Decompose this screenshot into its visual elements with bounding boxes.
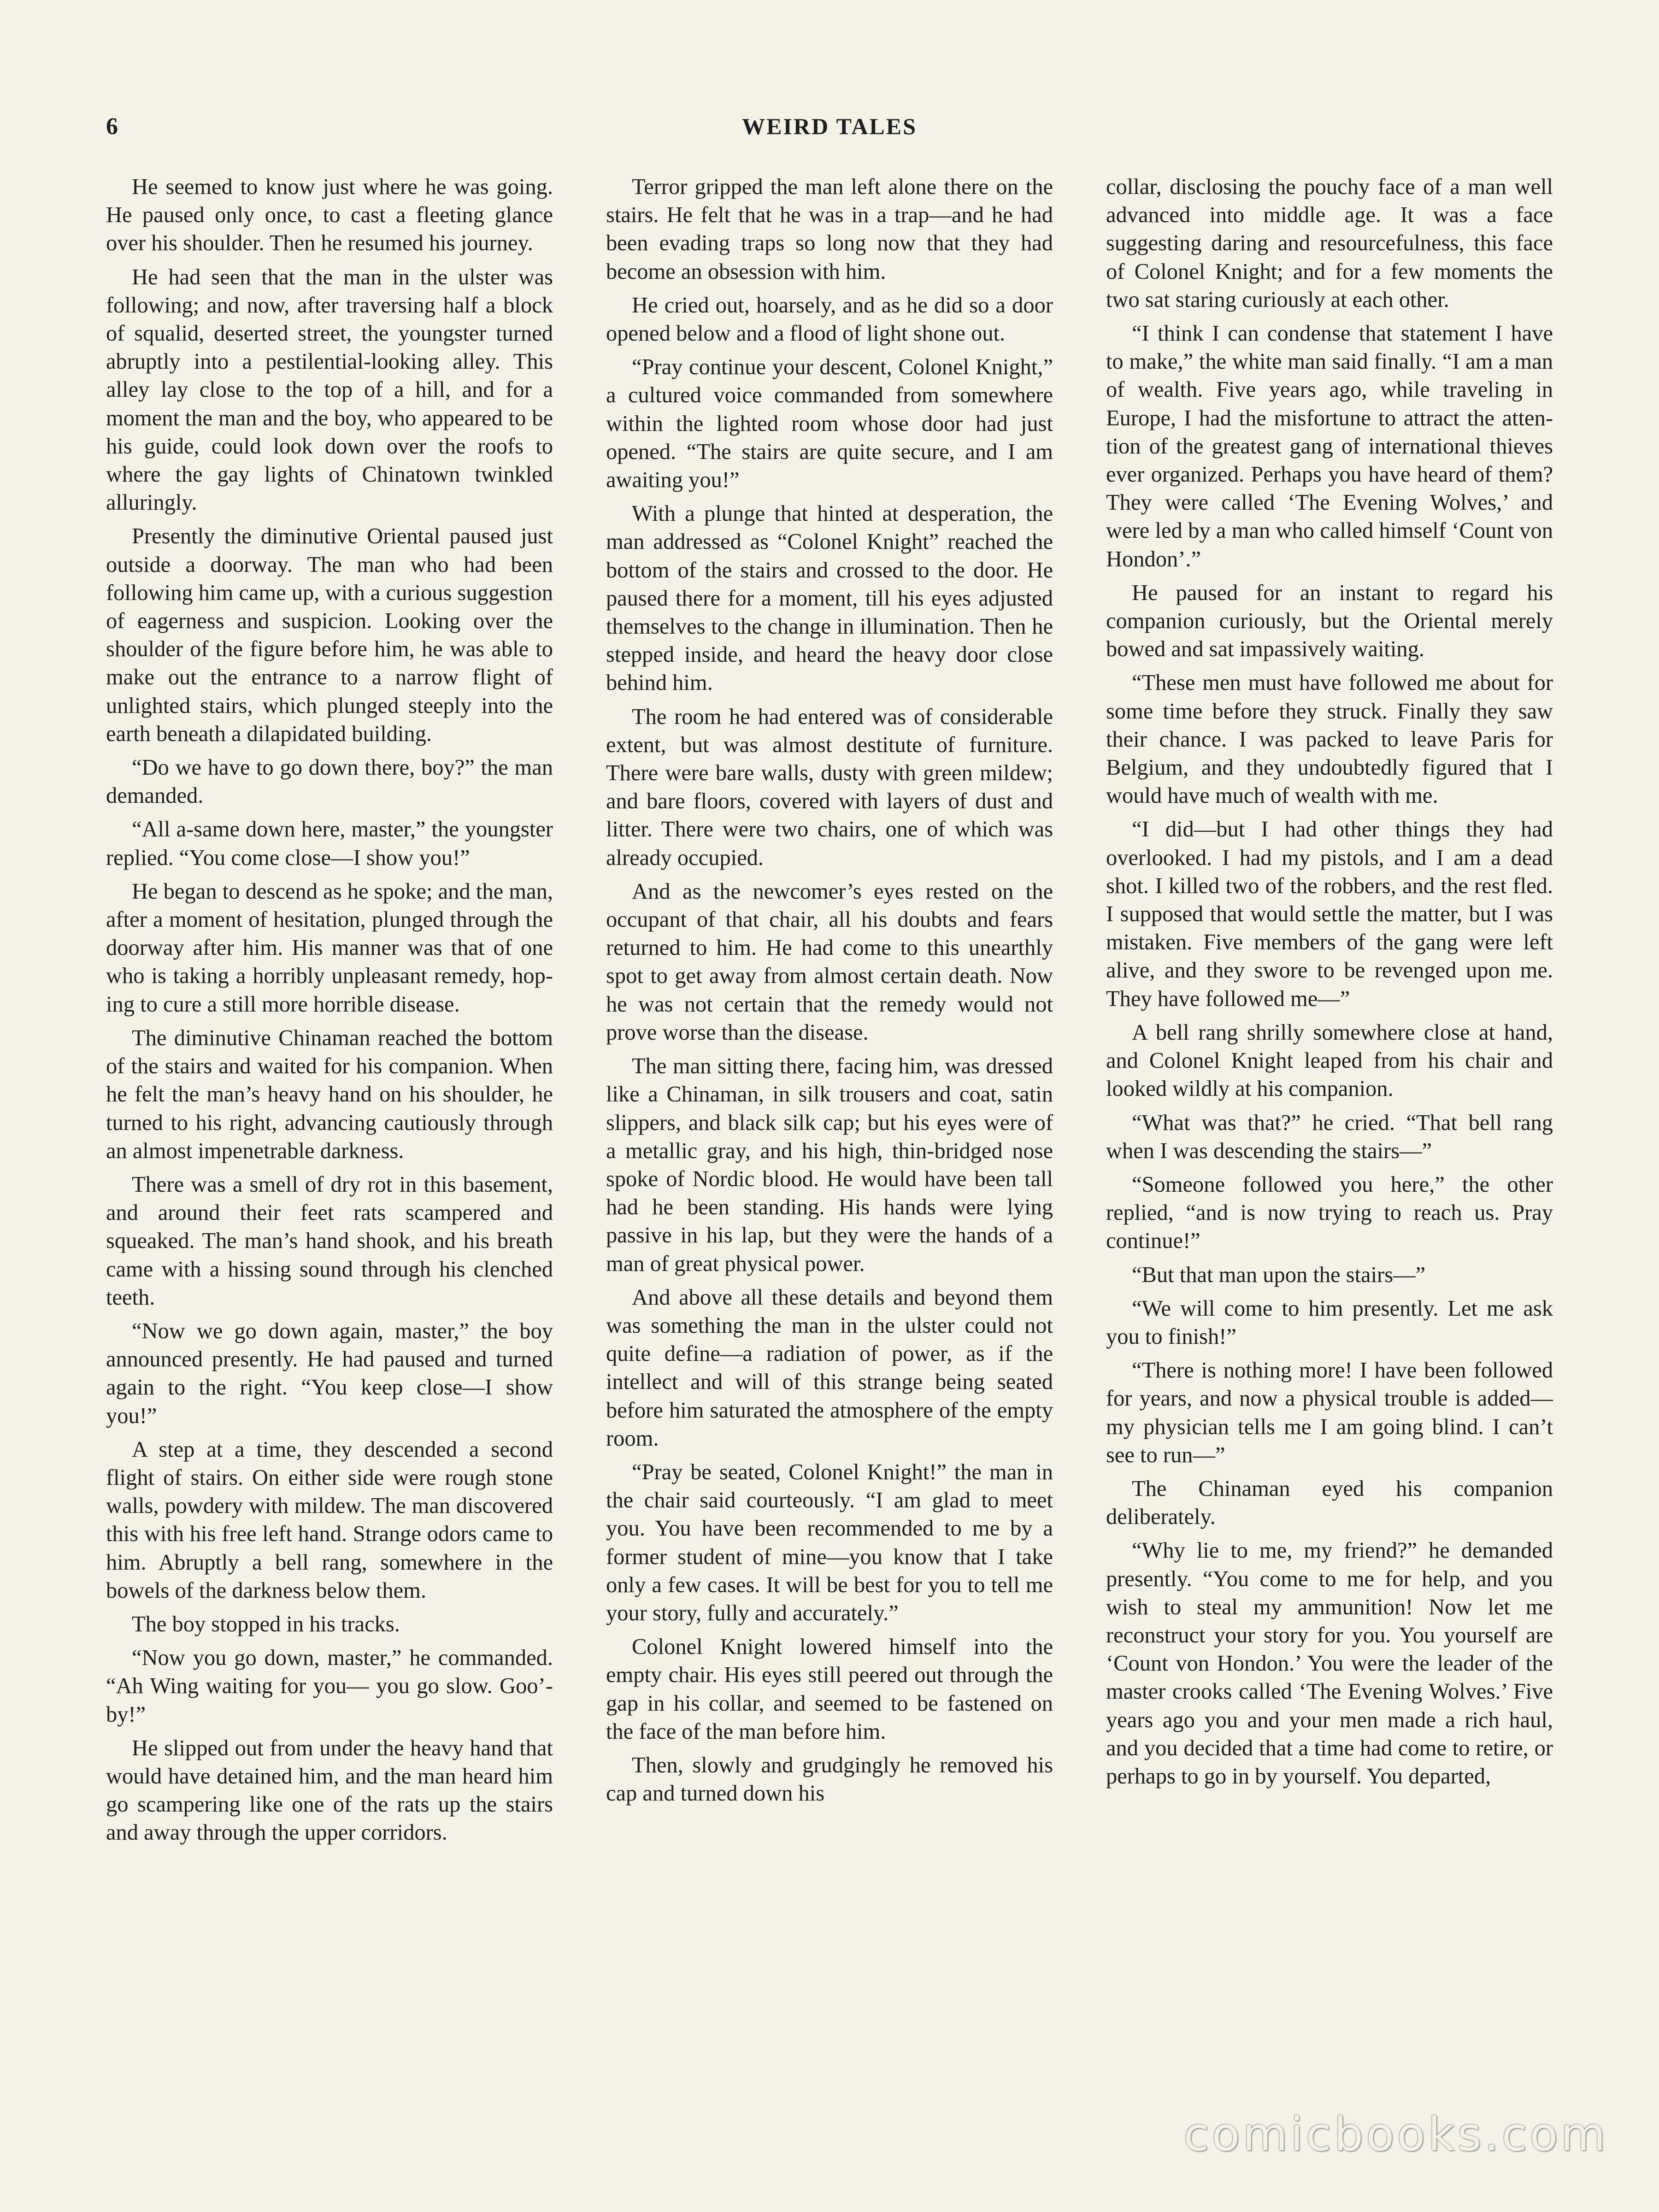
- text-column-left: [106, 173, 553, 2025]
- paragraph: “We will come to him presently. Let me ask you to finish!”: [1106, 1296, 1553, 1349]
- text-column-right: [1106, 173, 1553, 2025]
- paragraph: The Chinaman eyed his companion deliberately.: [1106, 1476, 1553, 1530]
- paragraph: And as the newcomer’s eyes rested on the occupant of that chair, all his doubts and fears returned to him. He had come to this unearthly spot to get away from almost certain death. Now he was not certain that the remedy would not prove worse than the disease.: [606, 879, 1053, 1045]
- paragraph: With a plunge that hinted at desperation, the man addressed as “Colonel Knight” reached the bottom of the stairs and crossed to the door. He paused there for a moment, till his eyes adjusted themselves to the change in illumination. Then he stepped inside, and heard the heavy door close behind him.: [606, 501, 1053, 695]
- page-header: [106, 113, 1553, 154]
- paragraph: “All a-same down here, master,” the youngster replied. “You come close—I show you!”: [106, 817, 553, 870]
- watermark: comicbooks.com: [1183, 2107, 1608, 2161]
- paragraph: The diminutive Chinaman reached the bottom of the stairs and waited for his companion. When he felt the man’s heavy hand on his shoulder, he turned to his right, advancing cautiously through an almost impenetrable darkness.: [106, 1025, 553, 1163]
- paragraph: “I did—but I had other things they had overlooked. I had my pistols, and I am a dead shot. I killed two of the robbers, and the rest fled. I supposed that would settle the matter, but I was mistaken. Five members of the gang were left alive, and they swore to be revenged upon me. They have followed me—”: [1106, 817, 1553, 1011]
- paragraph: He seemed to know just where he was going. He paused only once, to cast a fleeting glance over his shoulder. Then he resumed his journey.: [106, 175, 553, 256]
- paragraph: Then, slowly and grudgingly he removed his cap and turned down his: [606, 1753, 1053, 1806]
- paragraph: “I think I can condense that statement I have to make,” the white man said finally. “I am a man of wealth. Five years ago, while traveling in Europe, I had the misfortune to attract the attention of the greatest gang of international thieves ever organized. Perhaps you have heard of them? They were called ‘The Evening Wolves,’ and were led by a man who called himself ‘Count von Hondon’.”: [1106, 321, 1553, 571]
- paragraph: Presently the diminutive Oriental paused just outside a doorway. The man who had been following him came up, with a curious suggestion of eagerness and suspicion. Looking over the shoulder of the figure before him, he was able to make out the entrance to a narrow flight of unlighted stairs, which plunged steeply into the earth beneath a dilapidated building.: [106, 524, 553, 746]
- paragraph: “What was that?” he cried. “That bell rang when I was descending the stairs—”: [1106, 1110, 1553, 1163]
- paragraph: There was a smell of dry rot in this basement, and around their feet rats scampered and squeaked. The man’s hand shook, and his breath came with a hissing sound through his clenched teeth.: [106, 1172, 553, 1310]
- paragraph: A bell rang shrilly somewhere close at hand, and Colonel Knight leaped from his chair and looked wildly at his companion.: [1106, 1020, 1553, 1101]
- paragraph: “Now you go down, master,” he commanded. “Ah Wing waiting for you— you go slow. Goo’-by!”: [106, 1646, 553, 1727]
- paragraph: He paused for an instant to regard his companion curiously, but the Oriental merely bowed and sat impassively waiting.: [1106, 580, 1553, 662]
- paragraph: A step at a time, they descended a second flight of stairs. On either side were rough stone walls, powdery with mildew. The man discovered this with his free left hand. Strange odors came to him. Abruptly a bell rang, somewhere in the bowels of the darkness below them.: [106, 1437, 553, 1603]
- paragraph: And above all these details and beyond them was something the man in the ulster could not quite define—a radiation of power, as if the intellect and will of this strange being seated before him saturated the atmosphere of the empty room.: [606, 1285, 1053, 1451]
- paragraph: “Do we have to go down there, boy?” the man demanded.: [106, 755, 553, 808]
- paragraph: collar, disclosing the pouchy face of a man well advanced into middle age. It was a face suggesting daring and resourcefulness, this face of Colonel Knight; and for a few moments the two sat staring curiously at each other.: [1106, 175, 1553, 312]
- paragraph: The room he had entered was of considerable extent, but was almost destitute of furniture. There were bare walls, dusty with green mildew; and bare floors, covered with layers of dust and litter. There were two chairs, one of which was already occupied.: [606, 704, 1053, 870]
- paragraph: He had seen that the man in the ulster was following; and now, after traversing half a block of squalid, deserted street, the youngster turned abruptly into a pestilential-looking alley. This alley lay close to the top of a hill, and for a moment the man and the boy, who appeared to be his guide, could look down over the roofs to where the gay lights of Chinatown twinkled alluringly.: [106, 265, 553, 515]
- paragraph: “Someone followed you here,” the other replied, “and is now trying to reach us. Pray continue!”: [1106, 1172, 1553, 1253]
- paragraph: “There is nothing more! I have been followed for years, and now a physical trouble is added—my physician tells me I am going blind. I can’t see to run—”: [1106, 1358, 1553, 1467]
- paragraph: “Now we go down again, master,” the boy announced presently. He had paused and turned again to the right. “You keep close—I show you!”: [106, 1318, 553, 1428]
- paragraph: He slipped out from under the heavy hand that would have detained him, and the man heard him go scampering like one of the rats up the stairs and away through the upper corridors.: [106, 1735, 553, 1845]
- paragraph: He cried out, hoarsely, and as he did so a door opened below and a flood of light shone out.: [606, 293, 1053, 346]
- paragraph: “But that man upon the stairs—”: [1132, 1262, 1426, 1287]
- paragraph: “Pray be seated, Colonel Knight!” the man in the chair said courteously. “I am glad to meet you. You have been recommended to me by a former student of mine—you know that I take only a few cases. It will be best for you to tell me your story, fully and accurately.”: [606, 1459, 1053, 1625]
- text-column-middle: [606, 173, 1053, 2025]
- paragraph: Colonel Knight lowered himself into the empty chair. His eyes still peered out through the gap in his collar, and seemed to be fastened on the face of the man before him.: [606, 1635, 1053, 1744]
- paragraph: The man sitting there, facing him, was dressed like a Chinaman, in silk trousers and coat, satin slippers, and black silk cap; but his eyes were of a metallic gray, and his high, thin-bridged nose spoke of Nordic blood. He would have been tall had he been standing. His hands were lying passive in his lap, but they were the hands of a man of great physical power.: [606, 1054, 1053, 1276]
- paragraph: He began to descend as he spoke; and the man, after a moment of hesitation, plunged through the doorway after him. His manner was that of one who is taking a horribly unpleasant remedy, hoping to cure a still more horrible disease.: [106, 879, 553, 1017]
- paragraph: “These men must have followed me about for some time before they struck. Finally they saw their chance. I was packed to leave Paris for Belgium, and they undoubtedly figured that I would have much of wealth with me.: [1106, 671, 1553, 808]
- page-title: WEIRD TALES: [742, 113, 917, 139]
- page-number: 6: [106, 113, 118, 140]
- paragraph: Terror gripped the man left alone there on the stairs. He felt that he was in a trap—and he had been evading traps so long now that they had become an obsession with him.: [606, 175, 1053, 284]
- paragraph: The boy stopped in his tracks.: [132, 1612, 400, 1636]
- paragraph: “Pray continue your descent, Colonel Knight,” a cultured voice commanded from somewhere within the lighted room whose door had just opened. “The stairs are quite secure, and I am awaiting you!”: [606, 355, 1053, 493]
- paragraph: “Why lie to me, my friend?” he demanded presently. “You come to me for help, and you wish to steal my ammunition! Now let me reconstruct your story for you. You yourself are ‘Count von Hondon.’ You were the leader of the master crooks called ‘The Evening Wolves.’ Five years ago you and your men made a rich haul, and you decided that a time had come to retire, or perhaps to go in by yourself. You departed,: [1106, 1538, 1553, 1788]
- text-columns: [106, 173, 1553, 2025]
